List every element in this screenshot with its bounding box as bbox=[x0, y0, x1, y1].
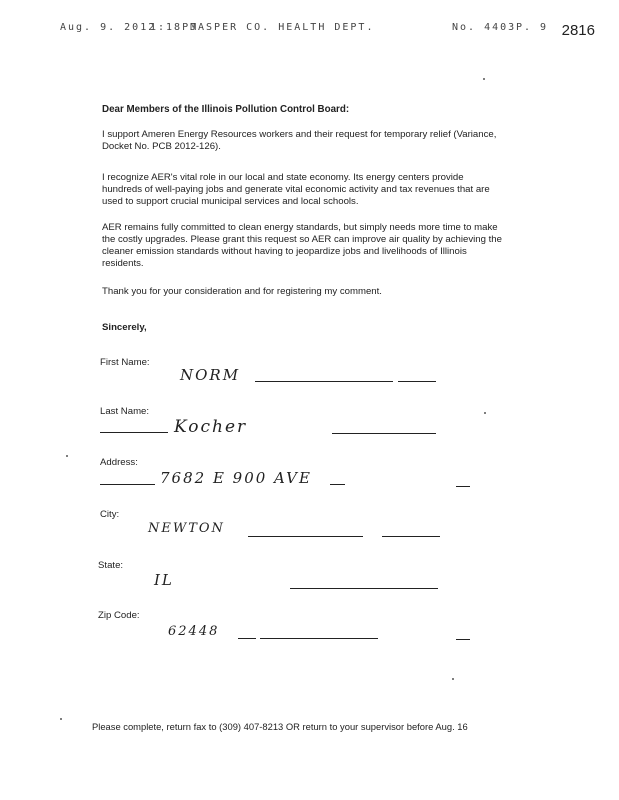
scan-speck bbox=[60, 718, 62, 720]
scan-speck bbox=[484, 412, 486, 414]
first-name-label: First Name: bbox=[100, 357, 150, 368]
fax-sender: JASPER CO. HEALTH DEPT. bbox=[190, 22, 375, 33]
city-line-2 bbox=[382, 536, 440, 537]
first-name-line-2 bbox=[398, 381, 436, 382]
fax-page: P. 9 bbox=[516, 22, 549, 33]
zip-line bbox=[260, 638, 378, 639]
address-label: Address: bbox=[100, 457, 138, 468]
state-value: IL bbox=[154, 571, 174, 589]
state-label: State: bbox=[98, 560, 124, 571]
fax-number: No. 4403 bbox=[452, 22, 517, 33]
first-name-value: NORM bbox=[180, 366, 241, 384]
address-value: 7682 E 900 AVE bbox=[160, 469, 312, 487]
zip-line-short bbox=[238, 638, 256, 639]
last-name-line-left bbox=[100, 432, 168, 433]
zip-code-label: Zip Code: bbox=[98, 610, 140, 621]
scan-speck bbox=[66, 455, 68, 457]
address-line-end bbox=[456, 486, 470, 487]
last-name-label: Last Name: bbox=[100, 406, 150, 417]
first-name-line bbox=[255, 381, 393, 382]
fax-date: Aug. 9. 2012 bbox=[60, 22, 157, 33]
scan-speck bbox=[483, 78, 485, 80]
zip-line-end bbox=[456, 639, 470, 640]
address-line-right bbox=[330, 484, 345, 485]
paragraph-support: I support Ameren Energy Resources workers and their request for temporary relief (Variance, Docket No. PCB 2012-126). bbox=[102, 129, 497, 152]
state-line bbox=[290, 588, 438, 589]
closing: Sincerely, bbox=[102, 322, 147, 333]
paragraph-standards: AER remains fully committed to clean energy standards, but simply needs more time to make the costly upgrades. Please grant this request so AER can improve air quality by achieving the cleaner emission standards without having to jeopardize jobs and livelihoods of Illinois residents. bbox=[102, 222, 502, 269]
city-value: NEWTON bbox=[148, 521, 225, 536]
address-line-left bbox=[100, 484, 155, 485]
salutation: Dear Members of the Illinois Pollution Control Board: bbox=[102, 104, 350, 115]
zip-code-value: 62448 bbox=[168, 624, 220, 639]
scan-speck bbox=[452, 678, 454, 680]
paragraph-economy: I recognize AER's vital role in our local and state economy. Its energy centers provide hundreds of well-paying jobs and generate vital economic activity and tax revenues that are used to support crucial municipal services and local schools. bbox=[102, 172, 490, 207]
city-line bbox=[248, 536, 363, 537]
last-name-value: Kocher bbox=[174, 417, 248, 437]
page-number: 2816 bbox=[561, 22, 595, 39]
paragraph-thanks: Thank you for your consideration and for registering my comment. bbox=[102, 286, 382, 297]
footer-instructions: Please complete, return fax to (309) 407-8213 OR return to your supervisor before Aug. 16 bbox=[92, 721, 468, 732]
last-name-line bbox=[332, 433, 436, 434]
fax-time: 1:18PM bbox=[150, 22, 199, 33]
city-label: City: bbox=[100, 509, 120, 520]
